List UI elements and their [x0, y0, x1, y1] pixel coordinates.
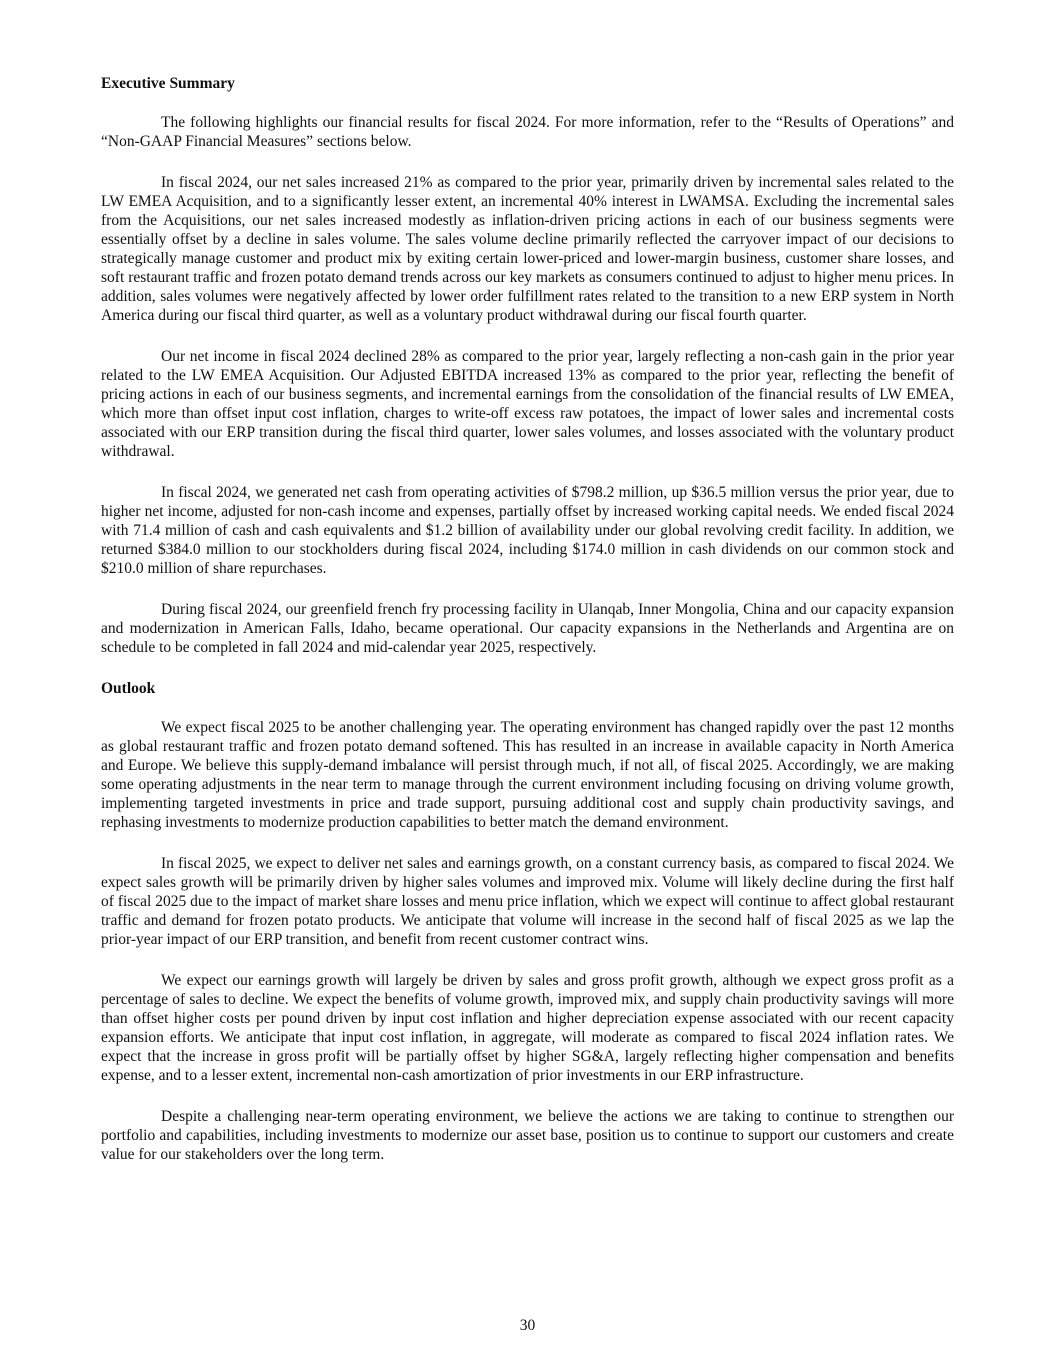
paragraph-highlights-intro: The following highlights our financial results for fiscal 2024. For more information, refer to the “Results of Operations” and “Non-GAAP Financial Measures” sections below. [101, 114, 954, 150]
page-number: 30 [519, 1317, 536, 1334]
paragraph-net-sales: In fiscal 2024, our net sales increased 21% as compared to the prior year, primarily driven by incremental sales related to the LW EMEA Acquisition, and to a significantly lesser extent, an incremental 40% interest in LWAMSA. Excluding the incremental sales from the Acquisitions, our net sales increased modestly as inflation-driven pricing actions in each of our business segments were essentially offset by a decline in sales volume. The sales volume decline primarily reflected the carryover impact of our decisions to strategically manage customer and product mix by exiting certain lower-priced and lower-margin business, customer share losses, and soft restaurant traffic and frozen potato demand trends across our key markets as consumers continued to adjust to higher menu prices. In addition, sales volumes were negatively affected by lower order fulfillment rates related to the transition to a new ERP system in North America during our fiscal third quarter, as well as a voluntary product withdrawal during our fiscal fourth quarter. [101, 174, 954, 324]
document-page [101, 74, 954, 1186]
paragraph-outlook-earnings: We expect our earnings growth will largely be driven by sales and gross profit growth, although we expect gross profit as a percentage of sales to decline. We expect the benefits of volume growth, improved mix, and supply chain productivity savings will more than offset higher costs per pound driven by input cost inflation and higher depreciation expense associated with our recent capacity expansion efforts. We anticipate that input cost inflation, in aggregate, will moderate as compared to fiscal 2024 inflation rates. We expect that the increase in gross profit will be partially offset by higher SG&A, largely reflecting higher compensation and benefits expense, and to a lesser extent, incremental non-cash amortization of prior investments in our ERP infrastructure. [101, 972, 954, 1084]
section-heading-executive-summary: Executive Summary [101, 75, 235, 92]
paragraph-outlook-environment: We expect fiscal 2025 to be another challenging year. The operating environment has changed rapidly over the past 12 months as global restaurant traffic and frozen potato demand softened. This has resulted in an increase in available capacity in North America and Europe. We believe this supply-demand imbalance will persist through much, if not all, of fiscal 2025. Accordingly, we are making some operating adjustments in the near term to manage through the current environment including focusing on driving volume growth, implementing targeted investments in price and trade support, pursuing additional cost and supply chain productivity savings, and rephasing investments to modernize production capabilities to better match the demand environment. [101, 719, 954, 831]
paragraph-net-income: Our net income in fiscal 2024 declined 28% as compared to the prior year, largely reflecting a non-cash gain in the prior year related to the LW EMEA Acquisition. Our Adjusted EBITDA increased 13% as compared to the prior year, reflecting the benefit of pricing actions in each of our business segments, and incremental earnings from the consolidation of the financial results of LW EMEA, which more than offset input cost inflation, charges to write-off excess raw potatoes, the impact of lower sales and incremental costs associated with our ERP transition during the fiscal third quarter, lower sales volumes, and losses associated with the voluntary product withdrawal. [101, 348, 954, 460]
paragraph-outlook-conclusion: Despite a challenging near-term operating environment, we believe the actions we are taking to continue to strengthen our portfolio and capabilities, including investments to modernize our asset base, position us to continue to support our customers and create value for our stakeholders over the long term. [101, 1108, 954, 1163]
paragraph-capacity-expansion: During fiscal 2024, our greenfield french fry processing facility in Ulanqab, Inner Mongolia, China and our capacity expansion and modernization in American Falls, Idaho, became operational. Our capacity expansions in the Netherlands and Argentina are on schedule to be completed in fall 2024 and mid-calendar year 2025, respectively. [101, 601, 954, 656]
paragraph-outlook-sales: In fiscal 2025, we expect to deliver net sales and earnings growth, on a constant currency basis, as compared to fiscal 2024. We expect sales growth will be primarily driven by higher sales volumes and improved mix. Volume will likely decline during the first half of fiscal 2025 due to the impact of market share losses and menu price inflation, which we expect will continue to affect global restaurant traffic and demand for frozen potato products. We anticipate that volume will increase in the second half of fiscal 2025 as we lap the prior-year impact of our ERP transition, and benefit from recent customer contract wins. [101, 855, 954, 948]
section-heading-outlook: Outlook [101, 680, 156, 697]
paragraph-cash-flow: In fiscal 2024, we generated net cash from operating activities of $798.2 million, up $36.5 million versus the prior year, due to higher net income, adjusted for non-cash income and expenses, partially offset by increased working capital needs. We ended fiscal 2024 with 71.4 million of cash and cash equivalents and $1.2 billion of availability under our global revolving credit facility. In addition, we returned $384.0 million to our stockholders during fiscal 2024, including $174.0 million in cash dividends on our common stock and $210.0 million of share repurchases. [101, 484, 954, 577]
